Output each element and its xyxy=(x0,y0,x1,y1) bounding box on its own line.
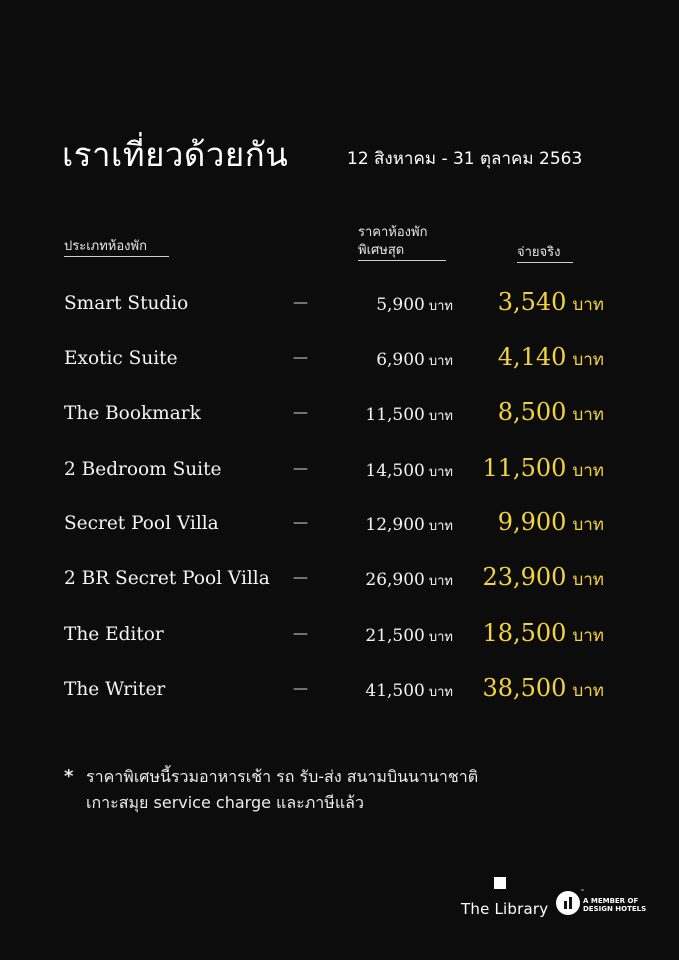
dash-separator: — xyxy=(293,403,308,421)
date-range: 12 สิงหาคม - 31 ตุลาคม 2563 xyxy=(347,149,583,169)
header-special-price xyxy=(358,224,446,261)
pay-price-value: 4,140 xyxy=(497,343,567,371)
currency-unit: บาท xyxy=(572,295,604,315)
header-room-type xyxy=(64,238,169,257)
price-row xyxy=(0,397,679,437)
currency-unit: บาท xyxy=(572,681,604,701)
footnote-line1 xyxy=(64,764,478,790)
design-hotels-text xyxy=(583,897,646,913)
special-price-value: 6,900 xyxy=(376,350,425,370)
currency-unit: บาท xyxy=(428,574,453,589)
currency-unit: บาท xyxy=(572,626,604,646)
price-row xyxy=(0,618,679,658)
library-logo-square-icon xyxy=(494,877,506,889)
price-row xyxy=(0,507,679,547)
special-price-value: 21,500 xyxy=(365,626,425,646)
currency-unit: บาท xyxy=(428,465,453,480)
price-row xyxy=(0,562,679,602)
special-price-value: 41,500 xyxy=(365,681,425,701)
pay-price-value: 38,500 xyxy=(482,674,567,702)
dash-separator: — xyxy=(293,348,308,366)
pay-price xyxy=(482,454,604,484)
pay-price-value: 3,540 xyxy=(497,288,567,316)
special-price-value: 26,900 xyxy=(365,570,425,590)
currency-unit: บาท xyxy=(572,350,604,370)
currency-unit: บาท xyxy=(572,570,604,590)
header-special-price-line1: ราคาห้องพัก xyxy=(358,225,428,240)
header-pay xyxy=(517,244,573,263)
room-name: 2 BR Secret Pool Villa xyxy=(64,568,270,589)
pay-price-value: 8,500 xyxy=(497,398,567,426)
dash-separator: — xyxy=(293,568,308,586)
footnote-line1-text: ราคาพิเศษนี้รวมอาหารเช้า รถ รับ-ส่ง สนามบินนานาชาติ xyxy=(86,767,479,786)
special-price xyxy=(365,681,453,702)
price-row xyxy=(0,342,679,382)
room-name: Smart Studio xyxy=(64,293,189,314)
page-title: เราเที่ยวด้วยกัน xyxy=(62,135,289,174)
special-price-value: 12,900 xyxy=(365,515,425,535)
pay-price xyxy=(498,288,604,318)
pay-price-value: 11,500 xyxy=(482,454,567,482)
currency-unit: บาท xyxy=(428,630,453,645)
currency-unit: บาท xyxy=(428,685,453,700)
special-price-value: 14,500 xyxy=(365,461,425,481)
special-price xyxy=(365,405,453,426)
pay-price xyxy=(498,398,604,428)
price-row xyxy=(0,287,679,327)
footnote-line2: เกาะสมุย service charge และภาษีแล้ว xyxy=(86,793,364,812)
room-name: The Editor xyxy=(64,624,164,645)
dash-separator: — xyxy=(293,624,308,642)
dash-separator: — xyxy=(293,459,308,477)
currency-unit: บาท xyxy=(428,354,453,369)
header-room-type-label: ประเภทห้องพัก xyxy=(64,238,169,257)
design-hotels-logo-icon xyxy=(556,891,580,915)
special-price xyxy=(365,570,453,591)
asterisk-icon: * xyxy=(64,766,74,787)
currency-unit: บาท xyxy=(428,519,453,534)
pay-price xyxy=(498,343,604,373)
header-pay-label: จ่ายจริง xyxy=(517,244,573,263)
pay-price xyxy=(482,563,604,593)
pay-price xyxy=(498,508,604,538)
footnote xyxy=(64,764,478,816)
dash-separator: — xyxy=(293,293,308,311)
currency-unit: บาท xyxy=(428,409,453,424)
design-hotels-line2: DESIGN HOTELS xyxy=(583,905,647,913)
room-name: Exotic Suite xyxy=(64,348,178,369)
library-logo-text: The Library xyxy=(461,900,549,918)
currency-unit: บาท xyxy=(572,405,604,425)
price-row xyxy=(0,453,679,493)
price-row xyxy=(0,673,679,713)
currency-unit: บาท xyxy=(572,515,604,535)
special-price xyxy=(365,626,453,647)
special-price xyxy=(376,295,453,316)
dash-separator: — xyxy=(293,679,308,697)
pay-price-value: 23,900 xyxy=(482,563,567,591)
pay-price xyxy=(482,619,604,649)
room-name: The Writer xyxy=(64,679,166,700)
pay-price-value: 9,900 xyxy=(497,508,567,536)
header-special-price-line2: พิเศษสุด xyxy=(358,242,446,261)
special-price xyxy=(365,515,453,536)
special-price-value: 11,500 xyxy=(365,405,425,425)
currency-unit: บาท xyxy=(572,461,604,481)
room-name: The Bookmark xyxy=(64,403,201,424)
room-name: 2 Bedroom Suite xyxy=(64,459,222,480)
room-name: Secret Pool Villa xyxy=(64,513,219,534)
special-price-value: 5,900 xyxy=(376,295,425,315)
special-price xyxy=(376,350,453,371)
special-price xyxy=(365,461,453,482)
currency-unit: บาท xyxy=(428,299,453,314)
pay-price xyxy=(482,674,604,704)
pay-price-value: 18,500 xyxy=(482,619,567,647)
dash-separator: — xyxy=(293,513,308,531)
design-hotels-line1: A MEMBER OF xyxy=(583,897,639,905)
trademark-symbol: ™ xyxy=(580,889,585,895)
